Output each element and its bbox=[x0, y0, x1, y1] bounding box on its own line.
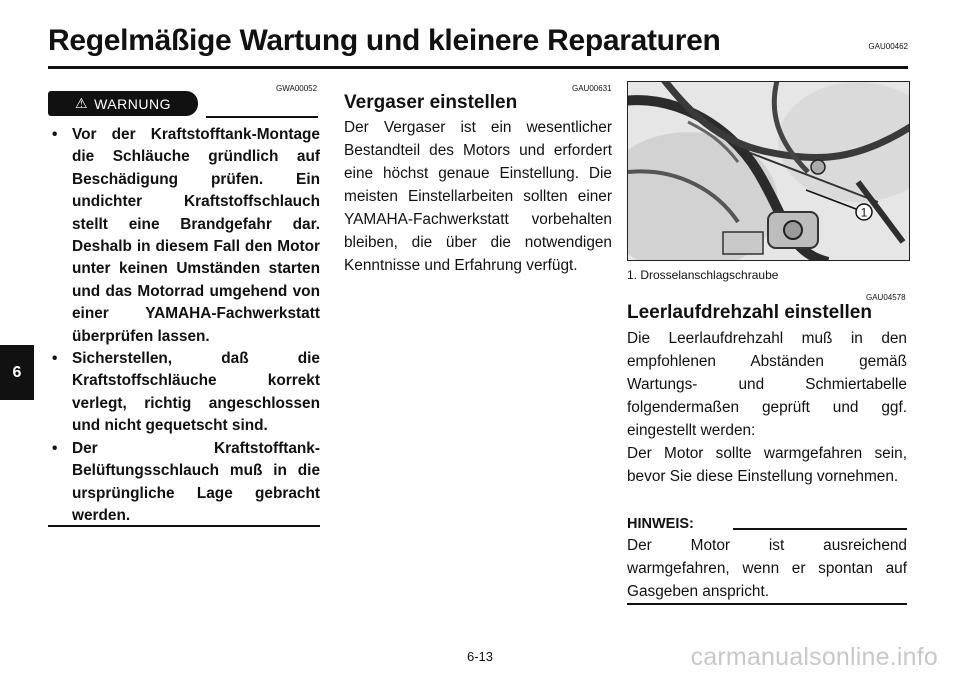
warning-item: • Sicherstellen, daß die Kraftstoffschläuche korrekt verlegt, richtig angeschlossen und nicht gequetscht sind. bbox=[48, 348, 320, 438]
carburetor-code: GAU00631 bbox=[572, 84, 612, 93]
figure-caption: 1. Drosselanschlagschraube bbox=[627, 268, 779, 282]
idle-paragraph-1: Die Leerlaufdrehzahl muß in den empfohlenen Abständen gemäß Wartungs- und Schmiertabelle folgendermaßen geprüft und ggf. eingestellt werden: bbox=[627, 330, 907, 439]
note-label: HINWEIS: bbox=[627, 516, 694, 532]
page-number: 6-13 bbox=[466, 649, 494, 664]
carburetor-title: Vergaser einstellen bbox=[344, 92, 518, 113]
warning-end-rule bbox=[48, 525, 320, 527]
note-header-rule bbox=[733, 528, 907, 530]
idle-code: GAU04578 bbox=[866, 293, 906, 302]
idle-title: Leerlaufdrehzahl einstellen bbox=[627, 302, 872, 323]
note-text: Der Motor ist ausreichend warmgefahren, wenn er spontan auf Gasgeben anspricht. bbox=[627, 537, 907, 600]
carburetor-text: Der Vergaser ist ein wesentlicher Bestandteil des Motors und erfordert eine höchst genaue Einstellung. Die meisten Einstellarbeiten sollten einer YAMAHA-Fachwerkstatt vorbehalten bleiben, die über die notwendigen Kenntnisse und Erfahrung verfügt. bbox=[344, 119, 612, 274]
throttle-stop-screw-figure bbox=[627, 81, 910, 261]
callout-number: 1 bbox=[860, 205, 868, 220]
page-header-title: Regelmäßige Wartung und kleinere Reparaturen bbox=[48, 24, 721, 57]
warning-item: • Vor der Kraftstofftank-Montage die Schläuche gründlich auf Beschädigung prüfen. Ein undichter Kraftstoffschlauch stellt eine Brandgefahr dar. Deshalb in diesem Fall den Motor unter keinen Umständen starten und das Motorrad umgehend von einer YAMAHA-Fachwerkstatt überprüfen lassen. bbox=[48, 124, 320, 348]
note-end-rule bbox=[627, 603, 907, 605]
warning-list bbox=[48, 124, 320, 527]
header-code: GAU00462 bbox=[868, 42, 908, 51]
warning-triangle-icon: ⚠ bbox=[75, 95, 89, 111]
warning-item: • Der Kraftstofftank-Belüftungsschlauch muß in die ursprüngliche Lage gebracht werden. bbox=[48, 438, 320, 528]
header-divider bbox=[48, 66, 908, 69]
chapter-tab: 6 bbox=[0, 345, 34, 400]
warning-code: GWA00052 bbox=[276, 84, 318, 93]
warning-badge bbox=[48, 91, 198, 116]
watermark: carmanualsonline.info bbox=[690, 643, 938, 671]
warning-header-rule bbox=[206, 116, 318, 118]
warning-label: WARNUNG bbox=[94, 95, 171, 112]
idle-paragraph-2: Der Motor sollte warmgefahren sein, bevor Sie diese Einstellung vornehmen. bbox=[627, 445, 907, 485]
engine-photo-illustration bbox=[628, 82, 909, 260]
